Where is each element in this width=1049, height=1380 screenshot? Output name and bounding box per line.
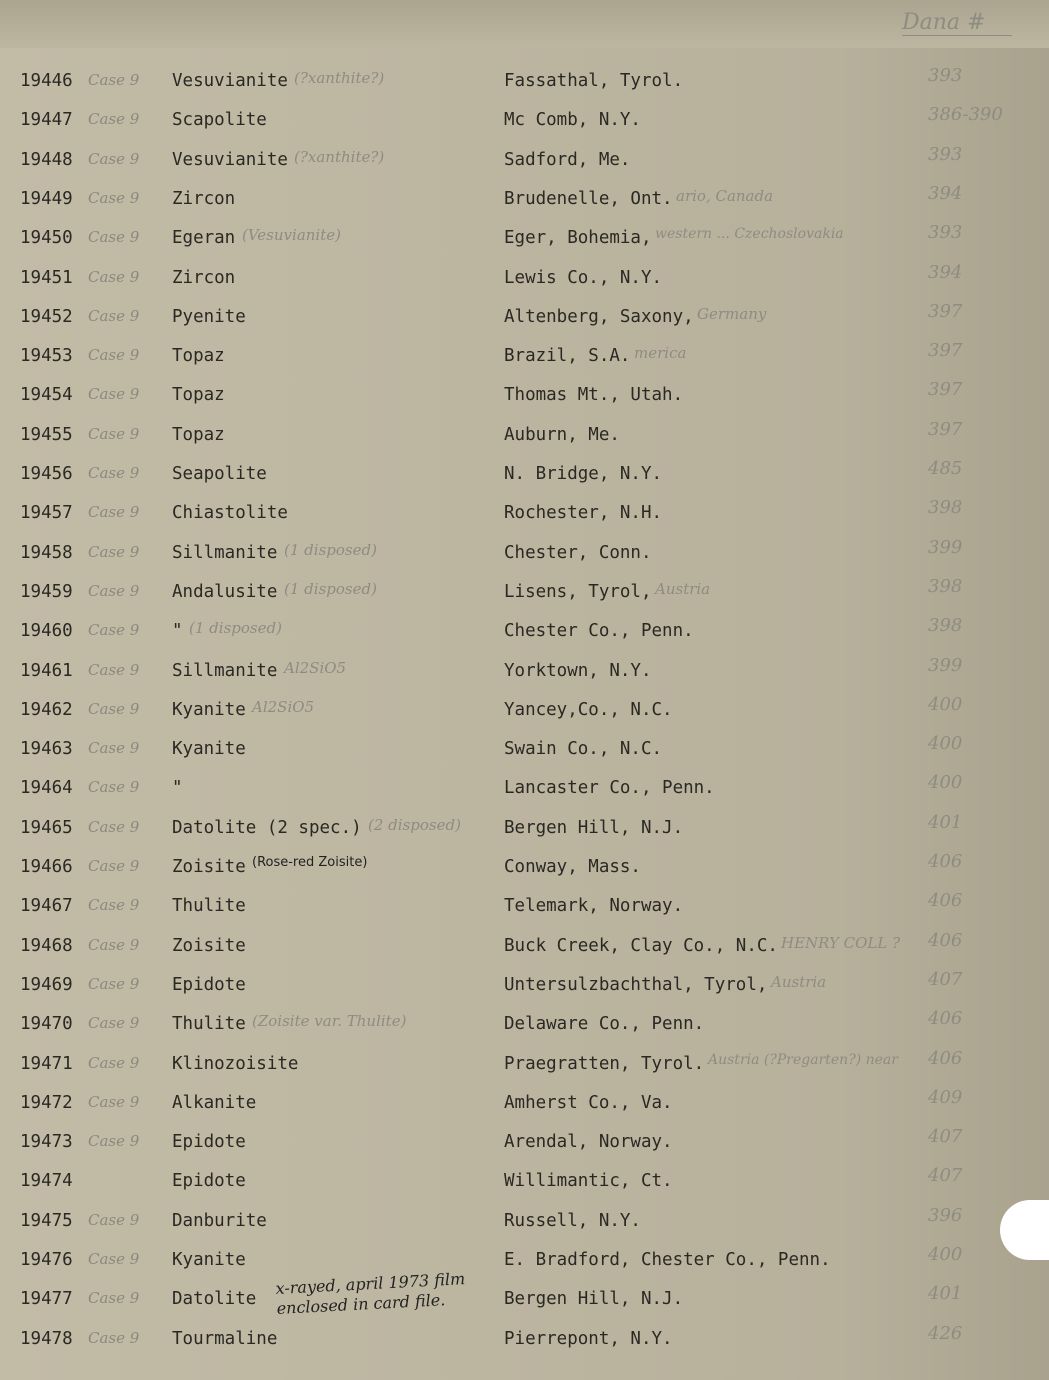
dana-number: 400 — [928, 1244, 963, 1265]
table-row — [0, 969, 1049, 1005]
dana-number: 396 — [928, 1205, 963, 1226]
mineral-name: Kyanite — [172, 739, 246, 759]
case-label: Case 9 — [88, 936, 140, 954]
table-row — [0, 1087, 1049, 1123]
mineral-name: Zircon — [172, 189, 236, 209]
case-label: Case 9 — [88, 582, 140, 600]
locality: Willimantic, Ct. — [504, 1171, 673, 1191]
mineral-name: Epidote — [172, 1171, 246, 1191]
case-label: Case 9 — [88, 307, 140, 325]
mineral-name: " — [172, 621, 183, 641]
mineral-note: (1 disposed) — [284, 580, 377, 598]
table-row — [0, 419, 1049, 455]
case-label: Case 9 — [88, 1054, 140, 1072]
dana-number: 394 — [928, 183, 963, 204]
table-row — [0, 890, 1049, 926]
locality-note: western ... Czechoslovakia — [655, 226, 844, 242]
case-label: Case 9 — [88, 189, 140, 207]
dana-number: 406 — [928, 930, 963, 951]
table-row — [0, 379, 1049, 415]
catalog-number: 19449 — [20, 189, 73, 209]
catalog-number: 19457 — [20, 503, 73, 523]
case-label: Case 9 — [88, 346, 140, 364]
catalog-number: 19471 — [20, 1054, 73, 1074]
locality: Chester Co., Penn. — [504, 621, 694, 641]
catalog-number: 19468 — [20, 936, 73, 956]
catalog-number: 19470 — [20, 1014, 73, 1034]
locality: Auburn, Me. — [504, 425, 620, 445]
locality: Buck Creek, Clay Co., N.C. — [504, 936, 778, 956]
mineral-name: Zoisite — [172, 857, 246, 877]
catalog-number: 19478 — [20, 1329, 73, 1349]
mineral-name: Pyenite — [172, 307, 246, 327]
case-label: Case 9 — [88, 818, 140, 836]
locality: Brazil, S.A. — [504, 346, 631, 366]
locality: Arendal, Norway. — [504, 1132, 673, 1152]
dana-number: 406 — [928, 1048, 963, 1069]
case-label: Case 9 — [88, 1014, 140, 1032]
mineral-note: Al2SiO5 — [284, 659, 347, 677]
catalog-number: 19463 — [20, 739, 73, 759]
case-label: Case 9 — [88, 543, 140, 561]
dana-number: 394 — [928, 262, 963, 283]
locality: N. Bridge, N.Y. — [504, 464, 663, 484]
locality-note: HENRY COLL ? — [781, 934, 901, 952]
page-top-band — [0, 0, 1049, 48]
locality: Russell, N.Y. — [504, 1211, 641, 1231]
locality: Fassathal, Tyrol. — [504, 71, 684, 91]
locality: Untersulzbachthal, Tyrol, — [504, 975, 768, 995]
catalog-number: 19451 — [20, 268, 73, 288]
catalog-number: 19447 — [20, 110, 73, 130]
mineral-name: Sillmanite — [172, 543, 278, 563]
mineral-name: Epidote — [172, 975, 246, 995]
case-label: Case 9 — [88, 228, 140, 246]
table-row — [0, 497, 1049, 533]
case-label: Case 9 — [88, 150, 140, 168]
table-row — [0, 104, 1049, 140]
catalog-number: 19472 — [20, 1093, 73, 1113]
dana-number: 400 — [928, 694, 963, 715]
mineral-name: Vesuvianite — [172, 71, 288, 91]
dana-number: 485 — [928, 458, 963, 479]
case-label: Case 9 — [88, 1093, 140, 1111]
catalog-number: 19469 — [20, 975, 73, 995]
case-label: Case 9 — [88, 778, 140, 796]
table-row — [0, 733, 1049, 769]
locality: Praegratten, Tyrol. — [504, 1054, 705, 1074]
locality: Chester, Conn. — [504, 543, 652, 563]
locality: Lancaster Co., Penn. — [504, 778, 715, 798]
locality: Conway, Mass. — [504, 857, 641, 877]
locality: Brudenelle, Ont. — [504, 189, 673, 209]
locality: Bergen Hill, N.J. — [504, 818, 684, 838]
dana-number: 398 — [928, 497, 963, 518]
dana-number: 398 — [928, 615, 963, 636]
mineral-note: (?xanthite?) — [294, 69, 385, 87]
catalog-number: 19460 — [20, 621, 73, 641]
locality: Yorktown, N.Y. — [504, 661, 652, 681]
table-row — [0, 537, 1049, 573]
locality: Bergen Hill, N.J. — [504, 1289, 684, 1309]
mineral-name: Zircon — [172, 268, 236, 288]
dana-number: 401 — [928, 812, 963, 833]
case-label: Case 9 — [88, 425, 140, 443]
table-row — [0, 694, 1049, 730]
catalog-number: 19456 — [20, 464, 73, 484]
dana-number: 397 — [928, 419, 963, 440]
locality: Pierrepont, N.Y. — [504, 1329, 673, 1349]
mineral-name: Seapolite — [172, 464, 267, 484]
catalog-number: 19461 — [20, 661, 73, 681]
case-label: Case 9 — [88, 503, 140, 521]
catalog-number: 19452 — [20, 307, 73, 327]
mineral-name: Kyanite — [172, 1250, 246, 1270]
table-row — [0, 615, 1049, 651]
case-label: Case 9 — [88, 1250, 140, 1268]
table-row — [0, 144, 1049, 180]
dana-number: 393 — [928, 144, 963, 165]
case-label: Case 9 — [88, 975, 140, 993]
dana-number: 398 — [928, 576, 963, 597]
case-label: Case 9 — [88, 385, 140, 403]
table-row — [0, 576, 1049, 612]
mineral-name: Topaz — [172, 425, 225, 445]
table-row — [0, 262, 1049, 298]
mineral-name: Kyanite — [172, 700, 246, 720]
dana-number: 393 — [928, 222, 963, 243]
mineral-note: (?xanthite?) — [294, 148, 385, 166]
mineral-note: (1 disposed) — [189, 619, 282, 637]
catalog-number: 19448 — [20, 150, 73, 170]
case-label: Case 9 — [88, 1211, 140, 1229]
dana-number: 397 — [928, 340, 963, 361]
mineral-name: Danburite — [172, 1211, 267, 1231]
locality: Swain Co., N.C. — [504, 739, 663, 759]
locality: E. Bradford, Chester Co., Penn. — [504, 1250, 831, 1270]
xray-note: x-rayed, april 1973 film enclosed in card file. — [275, 1269, 466, 1318]
mineral-name: Topaz — [172, 346, 225, 366]
dana-number: 407 — [928, 1126, 963, 1147]
dana-number: 409 — [928, 1087, 963, 1108]
table-row — [0, 183, 1049, 219]
catalog-number: 19455 — [20, 425, 73, 445]
case-label: Case 9 — [88, 621, 140, 639]
case-label: Case 9 — [88, 896, 140, 914]
table-row — [0, 301, 1049, 337]
locality-note: Austria — [655, 580, 711, 598]
table-row — [0, 1323, 1049, 1359]
table-row — [0, 1008, 1049, 1044]
mineral-name: Egeran — [172, 228, 236, 248]
table-row — [0, 1165, 1049, 1201]
dana-number: 393 — [928, 65, 963, 86]
locality-note: merica — [634, 344, 687, 362]
mineral-note: Al2SiO5 — [252, 698, 315, 716]
dana-number: 407 — [928, 969, 963, 990]
case-label: Case 9 — [88, 268, 140, 286]
catalog-number: 19454 — [20, 385, 73, 405]
catalog-number: 19467 — [20, 896, 73, 916]
mineral-note: (Rose-red Zoisite) — [252, 855, 368, 870]
mineral-name: Scapolite — [172, 110, 267, 130]
mineral-name: Andalusite — [172, 582, 278, 602]
table-row — [0, 930, 1049, 966]
locality-note: Austria (?Pregarten?) near — [708, 1052, 898, 1068]
locality: Altenberg, Saxony, — [504, 307, 694, 327]
catalog-number: 19464 — [20, 778, 73, 798]
catalog-number: 19477 — [20, 1289, 73, 1309]
case-label: Case 9 — [88, 464, 140, 482]
locality: Delaware Co., Penn. — [504, 1014, 705, 1034]
locality: Lisens, Tyrol, — [504, 582, 652, 602]
locality: Rochester, N.H. — [504, 503, 663, 523]
catalog-number: 19453 — [20, 346, 73, 366]
case-label: Case 9 — [88, 71, 140, 89]
dana-number: 406 — [928, 890, 963, 911]
locality-note: Germany — [697, 305, 767, 323]
case-label: Case 9 — [88, 1289, 140, 1307]
catalog-number: 19475 — [20, 1211, 73, 1231]
mineral-note: (2 disposed) — [368, 816, 461, 834]
locality: Thomas Mt., Utah. — [504, 385, 684, 405]
catalog-number: 19446 — [20, 71, 73, 91]
catalog-number: 19476 — [20, 1250, 73, 1270]
table-row — [0, 655, 1049, 691]
dana-number: 399 — [928, 537, 963, 558]
mineral-name: Vesuvianite — [172, 150, 288, 170]
table-row — [0, 1126, 1049, 1162]
case-label: Case 9 — [88, 739, 140, 757]
mineral-name: Thulite — [172, 1014, 246, 1034]
mineral-name: Epidote — [172, 1132, 246, 1152]
dana-number: 407 — [928, 1165, 963, 1186]
catalog-number: 19450 — [20, 228, 73, 248]
case-label: Case 9 — [88, 1132, 140, 1150]
table-row — [0, 812, 1049, 848]
dana-number: 397 — [928, 379, 963, 400]
table-row — [0, 1205, 1049, 1241]
catalog-number: 19474 — [20, 1171, 73, 1191]
catalog-number: 19466 — [20, 857, 73, 877]
dana-number: 406 — [928, 851, 963, 872]
dana-number: 400 — [928, 733, 963, 754]
table-row — [0, 851, 1049, 887]
table-row — [0, 222, 1049, 258]
case-label: Case 9 — [88, 700, 140, 718]
locality: Lewis Co., N.Y. — [504, 268, 663, 288]
dana-number: 399 — [928, 655, 963, 676]
table-row — [0, 772, 1049, 808]
case-label: Case 9 — [88, 857, 140, 875]
mineral-name: Sillmanite — [172, 661, 278, 681]
case-label: Case 9 — [88, 110, 140, 128]
mineral-name: Topaz — [172, 385, 225, 405]
catalog-number: 19465 — [20, 818, 73, 838]
dana-number: 400 — [928, 772, 963, 793]
catalog-number: 19458 — [20, 543, 73, 563]
dana-number: 406 — [928, 1008, 963, 1029]
catalog-number: 19473 — [20, 1132, 73, 1152]
dana-number-header: Dana # — [902, 10, 1012, 36]
mineral-note: (1 disposed) — [284, 541, 377, 559]
case-label: Case 9 — [88, 661, 140, 679]
table-row — [0, 1283, 1049, 1319]
locality: Sadford, Me. — [504, 150, 631, 170]
mineral-name: Datolite — [172, 1289, 257, 1309]
locality: Telemark, Norway. — [504, 896, 684, 916]
dana-number: 426 — [928, 1323, 963, 1344]
mineral-name: Alkanite — [172, 1093, 257, 1113]
mineral-name: Chiastolite — [172, 503, 288, 523]
locality: Yancey,Co., N.C. — [504, 700, 673, 720]
mineral-name: Datolite (2 spec.) — [172, 818, 362, 838]
mineral-name: Klinozoisite — [172, 1054, 299, 1074]
locality: Amherst Co., Va. — [504, 1093, 673, 1113]
catalog-number: 19459 — [20, 582, 73, 602]
case-label: Case 9 — [88, 1329, 140, 1347]
dana-number: 397 — [928, 301, 963, 322]
mineral-note: (Zoisite var. Thulite) — [252, 1012, 407, 1030]
mineral-note: (Vesuvianite) — [242, 226, 341, 244]
mineral-name: Thulite — [172, 896, 246, 916]
table-row — [0, 340, 1049, 376]
mineral-name: " — [172, 778, 183, 798]
mineral-name: Zoisite — [172, 936, 246, 956]
locality-note: ario, Canada — [676, 187, 774, 205]
catalog-number: 19462 — [20, 700, 73, 720]
table-row — [0, 1048, 1049, 1084]
table-row — [0, 458, 1049, 494]
mineral-name: Tourmaline — [172, 1329, 278, 1349]
dana-number: 386-390 — [928, 104, 1003, 125]
locality: Eger, Bohemia, — [504, 228, 652, 248]
dana-number: 401 — [928, 1283, 963, 1304]
locality: Mc Comb, N.Y. — [504, 110, 641, 130]
locality-note: Austria — [771, 973, 827, 991]
table-row — [0, 1244, 1049, 1280]
table-row — [0, 65, 1049, 101]
